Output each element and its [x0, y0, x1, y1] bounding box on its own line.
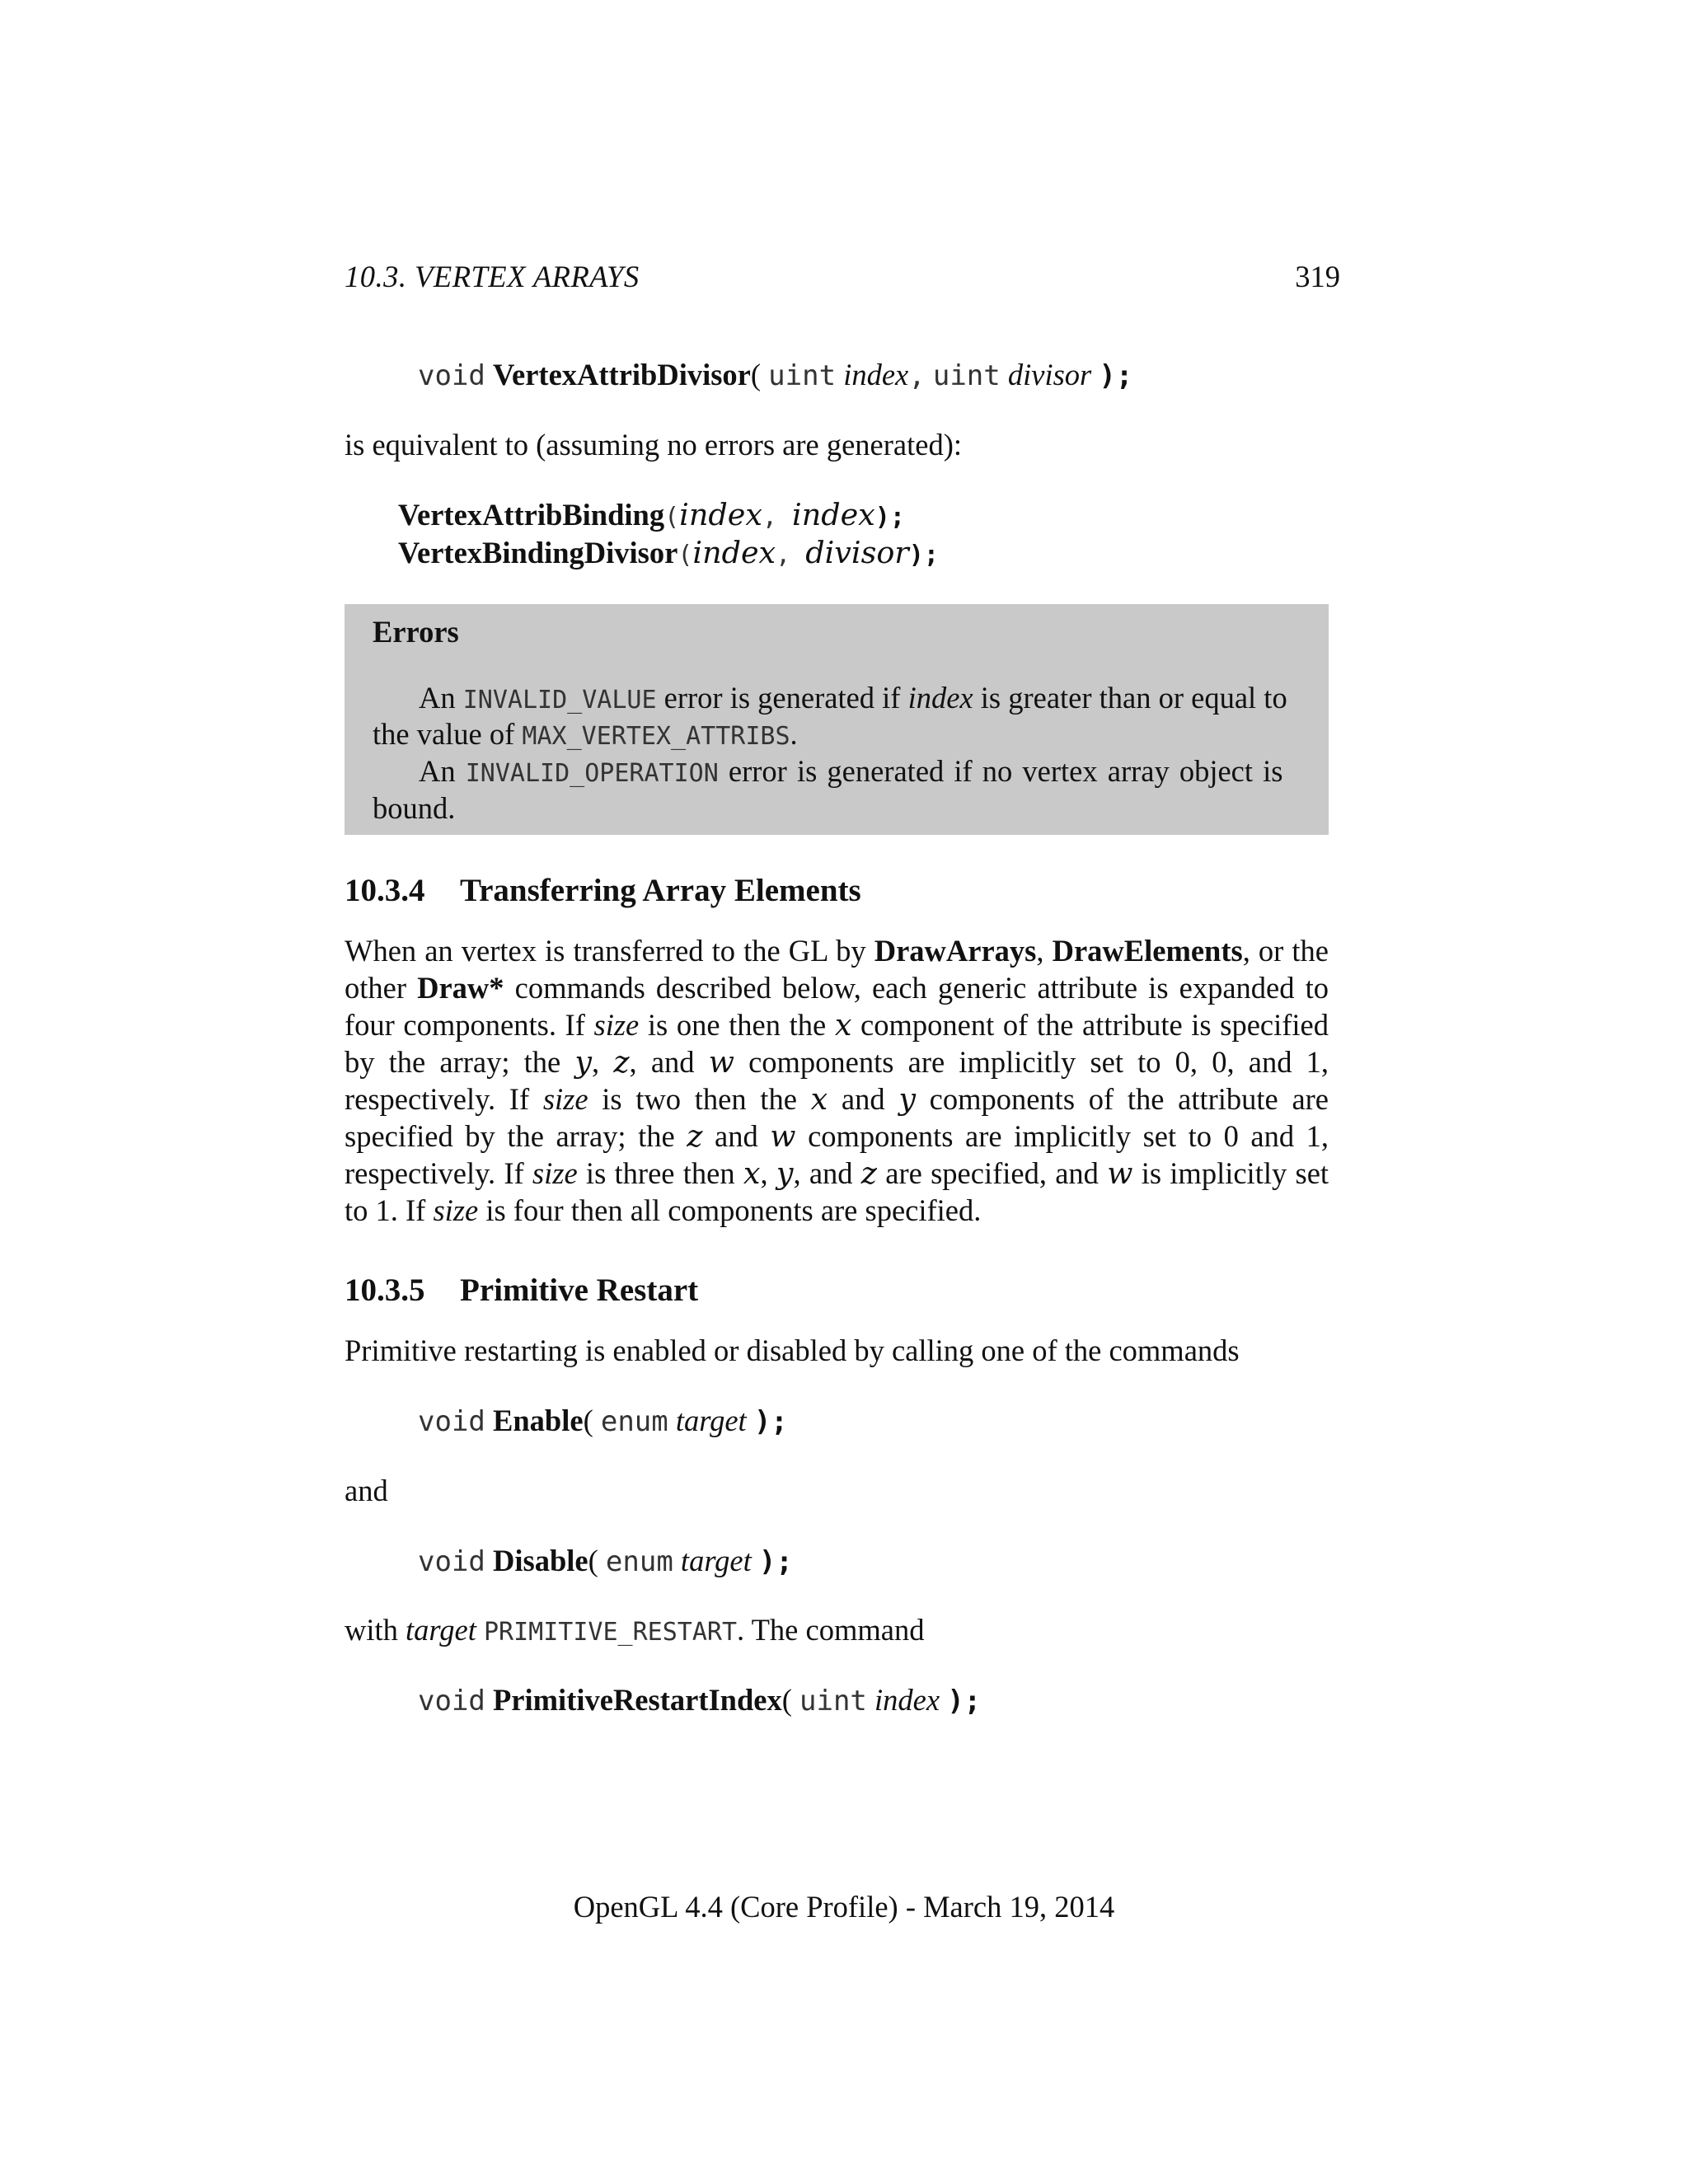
- param-name: target: [406, 1613, 476, 1647]
- section-heading-10-3-5: [345, 1272, 698, 1309]
- param-type: enum: [600, 1405, 668, 1438]
- paragraph-transferring: When an vertex is transferred to the GL by DrawArrays, DrawElements, or the other Draw* commands described below, each generic attribute is expanded to four components. If size is one then the x component of the attribute is specified by the array; the y, z, and w components are implicitly set to 0, 0, and 1, respectively. If size is two then the x and y components of the attribute are specified by the array; the z and w components are implicitly set to 0 and 1, respectively. If size is three then x, y, and z are specified, and w is implicitly set to 1. If size is four then all components are specified.: [345, 934, 1329, 1227]
- signature-primitive-restart-index: void PrimitiveRestartIndex( uint index );: [418, 1683, 982, 1718]
- return-type: void: [418, 359, 485, 392]
- signature-vertex-attrib-divisor: [418, 356, 1132, 395]
- function-name: VertexAttribDivisor: [493, 358, 751, 391]
- param-name: divisor: [1007, 358, 1092, 391]
- page-footer: OpenGL 4.4 (Core Profile) - March 19, 2014: [573, 1890, 1115, 1924]
- return-type: void: [418, 1405, 485, 1438]
- error-code: MAX_VERTEX_ATTRIBS: [522, 722, 790, 751]
- equivalent-line-1: VertexAttribBinding(index, index);: [398, 497, 905, 532]
- paren-close: );: [1099, 359, 1133, 392]
- error-1-line-1: An INVALID_VALUE error is generated if index is greater than or equal to: [419, 681, 1287, 715]
- and-text: and: [345, 1474, 388, 1507]
- signature-disable: void Disable( enum target );: [418, 1544, 793, 1578]
- function-name: Enable: [493, 1404, 584, 1437]
- comma: ,: [908, 359, 926, 392]
- equivalent-text: is equivalent to (assuming no errors are generated):: [345, 428, 962, 462]
- param-type: enum: [605, 1545, 673, 1578]
- function-name: PrimitiveRestartIndex: [493, 1683, 782, 1717]
- function-name: Disable: [493, 1544, 588, 1577]
- error-2-line-1: An INVALID_OPERATION error is generated if no vertex array object is: [419, 754, 1283, 788]
- paragraph-primitive-intro: Primitive restarting is enabled or disabled by calling one of the commands: [345, 1333, 1240, 1367]
- signature-enable: void Enable( enum target );: [418, 1404, 788, 1438]
- error-code: INVALID_VALUE: [462, 686, 657, 715]
- section-number: 10.3.5: [345, 1272, 425, 1308]
- error-code: INVALID_OPERATION: [465, 759, 719, 788]
- equivalent-line-2: VertexBindingDivisor(index, divisor);: [398, 535, 939, 570]
- param-name: index: [907, 681, 973, 715]
- function-name: VertexBindingDivisor: [398, 536, 678, 569]
- running-header-section: 10.3. VERTEX ARRAYS: [345, 260, 640, 293]
- errors-title: Errors: [373, 615, 459, 649]
- param-type: uint: [768, 359, 837, 392]
- return-type: void: [418, 1685, 485, 1718]
- param-type: uint: [932, 359, 1001, 392]
- error-2-line-2: bound.: [373, 791, 456, 825]
- param-type: uint: [799, 1685, 867, 1718]
- enum-code: PRIMITIVE_RESTART: [484, 1618, 738, 1647]
- param-name: index: [843, 358, 909, 391]
- page-number: 319: [1295, 260, 1340, 293]
- section-title: Transferring Array Elements: [460, 873, 861, 908]
- param-name: target: [680, 1544, 752, 1577]
- param-name: index: [874, 1683, 940, 1717]
- paren-open: (: [750, 358, 762, 391]
- section-title: Primitive Restart: [460, 1272, 699, 1308]
- section-heading-10-3-4: [345, 872, 861, 909]
- function-name: VertexAttribBinding: [398, 498, 665, 532]
- section-number: 10.3.4: [345, 873, 425, 908]
- return-type: void: [418, 1545, 485, 1578]
- with-target-line: with target PRIMITIVE_RESTART. The command: [345, 1613, 925, 1647]
- error-1-line-2: the value of MAX_VERTEX_ATTRIBS.: [373, 717, 798, 751]
- param-name: target: [675, 1404, 747, 1437]
